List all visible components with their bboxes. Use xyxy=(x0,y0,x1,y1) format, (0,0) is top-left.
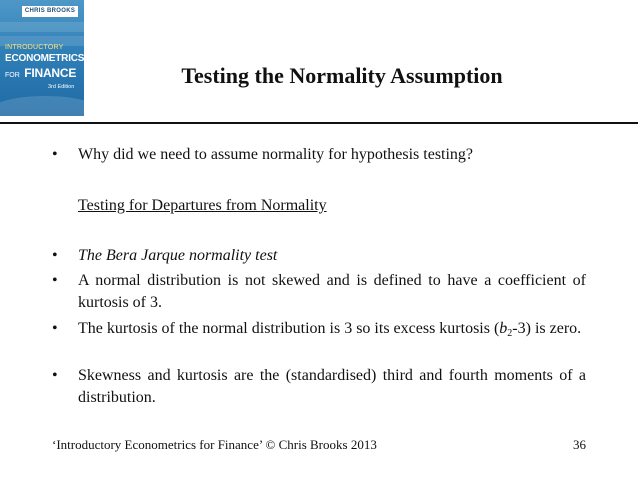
cover-title-main: FINANCE xyxy=(24,66,77,80)
section-subheading: Testing for Departures from Normality xyxy=(78,197,327,214)
bullet-item xyxy=(52,365,586,409)
cover-title-line2: ECONOMETRICS xyxy=(5,53,84,64)
math-subscript: 2 xyxy=(507,328,513,339)
bullet-text: The Bera Jarque normality test xyxy=(78,247,278,264)
bullet-marker: • xyxy=(52,272,58,289)
cover-title-prefix: FOR xyxy=(5,72,20,79)
math-variable: b xyxy=(499,320,508,337)
bullet-text-part: -3) is zero. xyxy=(512,320,582,337)
page-number: 36 xyxy=(573,437,586,452)
bullet-text xyxy=(78,318,586,340)
bullet-text: Why did we need to assume normality for hypothesis testing? xyxy=(78,146,474,163)
title-divider xyxy=(0,122,638,124)
bullet-text-part: The kurtosis of the normal distribution is 3 so its excess kurtosis ( xyxy=(78,320,500,337)
book-cover-image xyxy=(0,0,84,116)
cover-title-line3 xyxy=(5,64,76,82)
bullet-marker: • xyxy=(52,320,58,337)
cover-decoration xyxy=(0,22,84,32)
cover-decoration xyxy=(0,96,84,116)
bullet-item xyxy=(52,318,586,340)
bullet-text: A normal distribution is not skewed and is defined to have a coefficient of kurtosis of 3. xyxy=(78,272,586,311)
bullet-text: Skewness and kurtosis are the (standardised) third and fourth moments of a distribution. xyxy=(78,367,586,406)
cover-edition: 3rd Edition xyxy=(48,84,75,90)
bullet-item xyxy=(52,144,586,166)
bullet-marker: • xyxy=(52,367,58,384)
bullet-item xyxy=(52,270,586,314)
slide-title: Testing the Normality Assumption xyxy=(181,63,503,88)
cover-author: CHRIS BROOKS xyxy=(22,6,78,17)
bullet-item xyxy=(52,245,586,267)
footer-citation: ‘Introductory Econometrics for Finance’ © Chris Brooks 2013 xyxy=(52,437,377,452)
bullet-marker: • xyxy=(52,247,58,264)
bullet-marker: • xyxy=(52,146,58,163)
cover-title-line1: INTRODUCTORY xyxy=(5,44,64,51)
